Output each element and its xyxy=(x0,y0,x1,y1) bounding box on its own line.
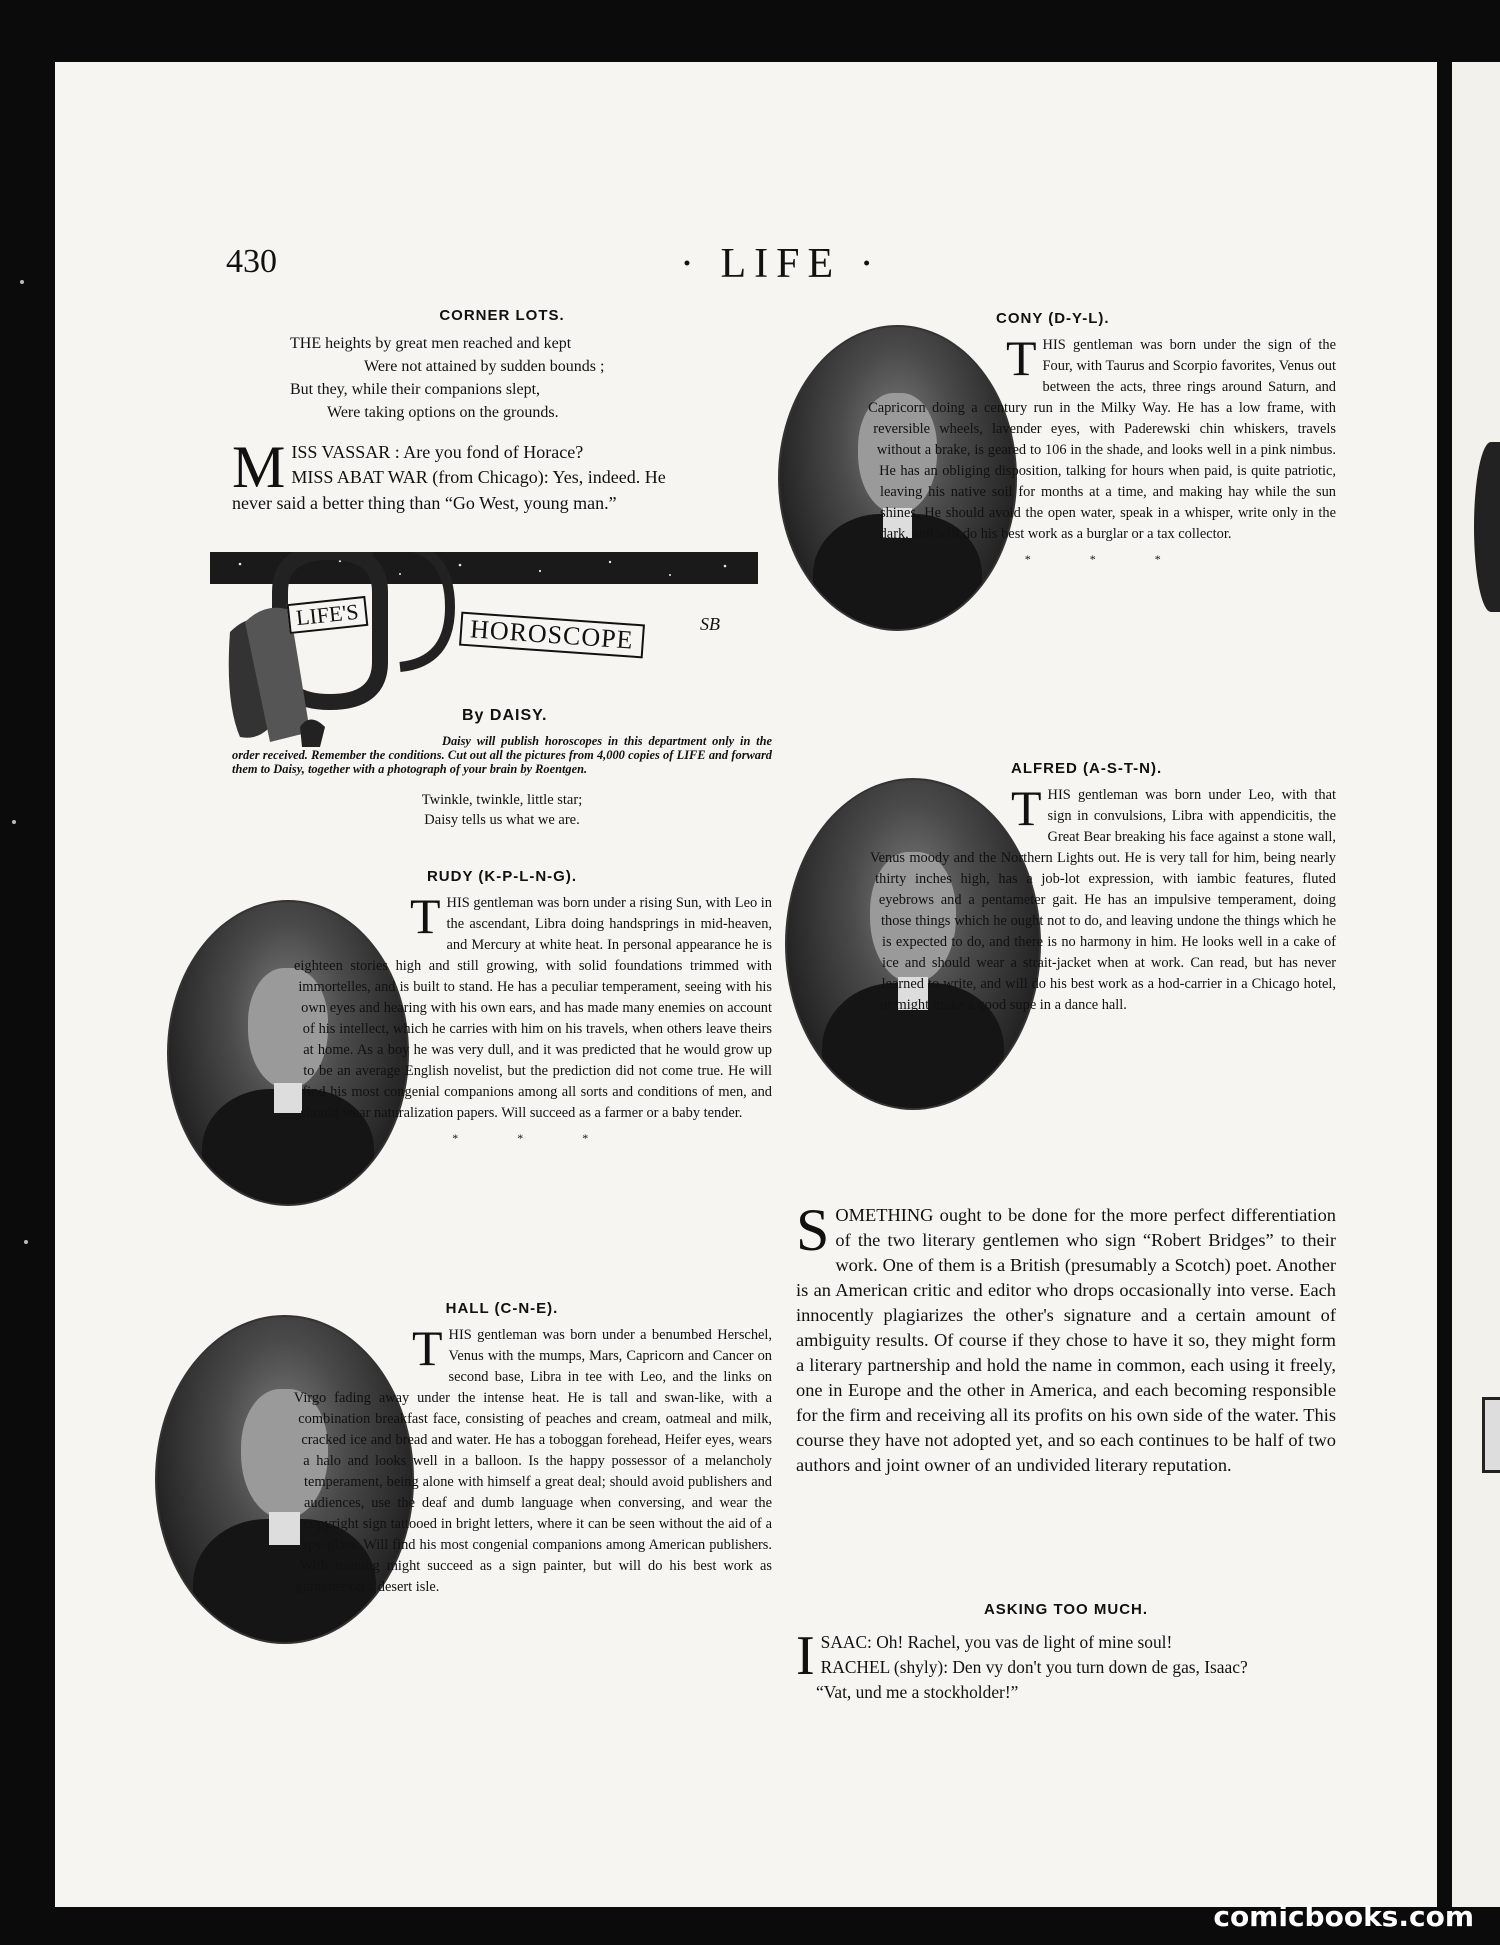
wrap-spacer xyxy=(232,893,410,1223)
poem-line: But they, while their companions slept, xyxy=(290,381,541,398)
vassar-joke xyxy=(232,434,772,516)
dropcap-s: S xyxy=(796,1197,830,1263)
alfred-heading: ALFRED (A-S-T-N). xyxy=(1011,760,1163,777)
corner-lots-poem xyxy=(232,305,772,424)
verse-line: Twinkle, twinkle, little star; xyxy=(421,792,583,808)
verse-line: Daisy tells us what we are. xyxy=(424,812,580,828)
poem-line: Were not attained by sudden bounds ; xyxy=(364,358,605,375)
facing-page-illustration xyxy=(1474,442,1500,612)
asking-line-2: RACHEL (shyly): Den vy don't you turn down de gas, Isaac? xyxy=(820,1657,1248,1677)
horoscope-intro-text: Daisy will publish horoscopes in this department only in the order received. Remember the conditions. Cut out all the pictures from 4,000 copies of LIFE and forward them to Daisy, together with a photograph of your brain by Roentgen. xyxy=(232,734,772,776)
watermark: comicbooks.com xyxy=(1213,1900,1474,1933)
artist-monogram: SB xyxy=(700,614,720,634)
dropcap-t: T xyxy=(410,888,441,944)
section-divider: * * * xyxy=(452,1131,617,1145)
scan-speck xyxy=(24,1240,28,1244)
cony-section xyxy=(796,308,1336,680)
dropcap-m: M xyxy=(232,434,286,500)
cony-text: HIS gentleman was born under the sign of the Four, with Taurus and Scorpio favorites, Venus out between the acts, three rings around Saturn, and Capricorn doing a century run in the Milky Way. He has a low frame, with reversible wheels, lavender eyes, with Paderewski chin whiskers, travels without a brake, is geared to 106 in the shade, and looks well in a pink nimbus. He has an obliging disposition, talking for hours when paid, is quite patriotic, leaving his native soil for months at a time, and making hay while the sun shines. He should avoid the open water, speak in a whisper, write only in the dark, and will do his best work as a burglar or a tax collector. xyxy=(868,337,1336,542)
cony-heading: CONY (D-Y-L). xyxy=(996,310,1110,327)
alfred-text: HIS gentleman was born under Leo, with that sign in convulsions, Libra with appendicitis, the Great Bear breaking his face against a stone wall, Venus moody and the Northern Lights out. He is very tall for him, being nearly thirty inches high, has a job-lot expression, with iambic features, fluted eyebrows and a pentameter gait. He has an impulsive temperament, doing those things which he ought not to do, and leaving undone the things which he is expected to do, and there is no harmony in him. He looks well in a cake of ice and should wear a strait-jacket when at work. Can read, but has never learned to write, and will do his best work as a hod-carrier in a Chicago hotel, or might make a good supe in a dance hall. xyxy=(869,787,1336,1013)
section-divider: * * * xyxy=(1024,552,1189,566)
poem-line: Were taking options on the grounds. xyxy=(327,404,559,421)
vassar-line-2: MISS ABAT WAR (from Chicago): Yes, indeed. He xyxy=(291,467,666,487)
dropcap-t: T xyxy=(412,1320,443,1376)
asking-line-3: “Vat, und me a stockholder!” xyxy=(816,1682,1019,1702)
masthead-title: · LIFE · xyxy=(680,241,882,287)
horoscope-intro xyxy=(232,705,772,830)
hall-text: HIS gentleman was born under a benumbed Herschel, Venus with the mumps, Mars, Capricorn and Cancer on second base, Libra in tee with Leo, and the links on Virgo fading away under the intense heat. He is tall and swan-like, with a combination breakfast face, consisting of peaches and cream, oatmeal and milk, cracked ice and bread and water. He has a toboggan forehead, Heifer eyes, wears a halo and looks well in a balloon. Is the happy possessor of a melancholy temperament, being alone with himself a great deal; should avoid publishers and audiences, use the deaf and dumb language when conversing, and wear the copyright sign tattooed in bright letters, where it can be seen without the aid of a spy-glass. Will find his most congenial companions among American publishers. With training might succeed as a sign painter, but will do his best work as gardener on a desert isle. xyxy=(293,1327,772,1595)
vassar-line-1: ISS VASSAR : Are you fond of Horace? xyxy=(291,442,584,462)
rudy-heading: RUDY (K-P-L-N-G). xyxy=(426,868,578,885)
banner-lifes-label: LIFE'S xyxy=(287,596,368,634)
poem-line: THE heights by great men reached and kept xyxy=(290,335,572,352)
horoscope-byline: By DAISY. xyxy=(462,707,548,724)
facing-page-mark xyxy=(1482,1397,1500,1473)
rudy-section xyxy=(232,866,772,1223)
dropcap-i: I xyxy=(796,1625,815,1687)
vassar-line-3: never said a better thing than “Go West, young man.” xyxy=(232,493,617,513)
robert-bridges-article xyxy=(796,1197,1336,1478)
corner-lots-heading: CORNER LOTS. xyxy=(439,307,565,324)
asking-heading: ASKING TOO MUCH. xyxy=(983,1601,1149,1618)
scan-speck xyxy=(20,280,24,284)
alfred-section xyxy=(796,758,1336,1130)
banner-horoscope-label: HOROSCOPE xyxy=(459,612,645,659)
scan-speck xyxy=(12,820,16,824)
bridges-text: OMETHING ought to be done for the more perfect differentiation of the two literary gentlemen who sign “Robert Bridges” to their work. One of them is a British (presumably a Scotch) poet. Another is an American critic and editor who drops occasionally into verse. Each innocently plagiarizes the other's signature and a certain amount of ambiguity results. Of course if they chose to have it so, they might form a literary partnership and hold the name in common, each using it freely, one in Europe and the other in America, and each becoming responsible for the firm and receiving all its profits on his own side of the water. This course they have not adopted yet, and so each continues to be half of two authors and joint owner of an undivided literary reputation. xyxy=(796,1205,1336,1475)
dropcap-t: T xyxy=(1011,780,1042,836)
hall-heading: HALL (C-N-E). xyxy=(445,1300,559,1317)
asking-line-1: SAAC: Oh! Rachel, you vas de light of mine soul! xyxy=(820,1632,1173,1652)
asking-too-much xyxy=(796,1597,1336,1705)
page-number: 430 xyxy=(226,243,277,280)
rudy-text: HIS gentleman was born under a rising Sun, with Leo in the ascendant, Libra doing handsprings in mid-heaven, and Mercury at white heat. In personal appearance he is eighteen stories high and still growing, with solid foundations trimmed with immortelles, and is built to stand. He has a peculiar temperament, seeing with his own eyes and hearing with his own ears, and has made many enemies on account of his intellect, which he carries with him on his travels, when others leave theirs at home. As a boy he was very dull, and it was predicted that he would grow up to be an average English novelist, but the prediction did not come true. He will find his most congenial companions among all sorts and conditions of men, and should wear naturalization papers. Will succeed as a farmer or a baby tender. xyxy=(294,895,772,1121)
facing-page-edge xyxy=(1447,62,1500,1907)
hall-section xyxy=(232,1298,772,1670)
dropcap-t: T xyxy=(1006,330,1037,386)
